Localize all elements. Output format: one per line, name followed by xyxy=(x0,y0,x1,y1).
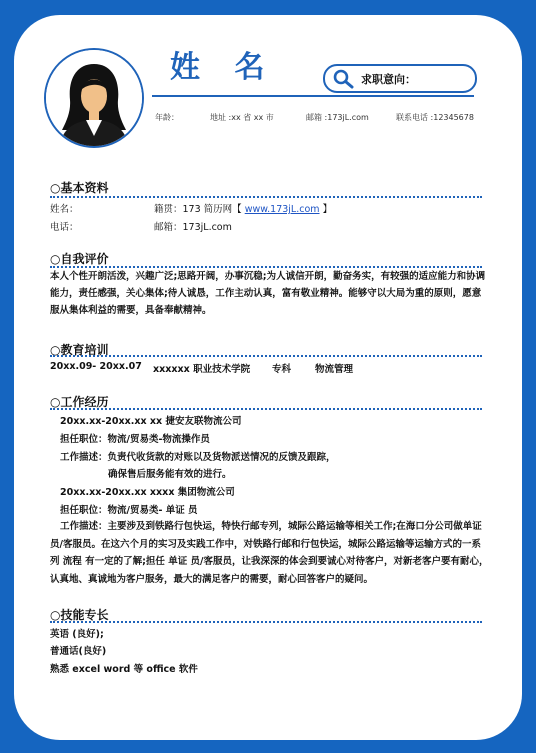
header-divider xyxy=(152,95,474,97)
section-title-work: ○工作经历 xyxy=(50,395,109,409)
native-prefix: 籍贯：173 简历网【 xyxy=(154,204,242,215)
section-title-skills: ○技能专长 xyxy=(50,608,109,622)
self-eval-text: 本人个性开朗活泼，兴趣广泛;思路开阔，办事沉稳;为人诚信开朗，勤奋务实，有较强的适应能力和协调能力，责任感强，关心集体;待人诚恳，工作主动认真，富有敬业精神。能够守以大局为重的原则，愿意服从集体利益的需要，具备奉献精神。 xyxy=(50,271,486,316)
job1-desc-2: 确保售后服务能有效的进行。 xyxy=(108,469,232,480)
skill-item-mandarin: 普通话(良好) xyxy=(50,646,107,657)
phone-info: 联系电话 :12345678 xyxy=(396,113,474,122)
phone-label: 电话： xyxy=(50,222,79,233)
edu-school: xxxxxx 职业技术学院 xyxy=(153,364,251,375)
age-info: 年龄： xyxy=(155,113,179,122)
job1-period-company: 20xx.xx-20xx.xx xx 捷安友联物流公司 xyxy=(60,416,242,427)
job1-desc-1: 工作描述：负责代收货款的对账以及货物派送情况的反馈及跟踪， xyxy=(60,452,336,463)
name-label: 姓名： xyxy=(50,204,79,215)
job2-period-company: 20xx.xx-20xx.xx xxxx 集团物流公司 xyxy=(60,487,235,498)
edu-major: 物流管理 xyxy=(315,364,354,375)
native-suffix: 】 xyxy=(322,204,333,215)
skill-item-office: 熟悉 excel word 等 office 软件 xyxy=(50,664,198,675)
job1-position: 担任职位：物流/贸易类-物流操作员 xyxy=(60,434,210,445)
address-info: 地址 :xx 省 xx 市 xyxy=(210,113,274,122)
section-title-basic: ○基本资料 xyxy=(50,181,109,195)
section-title-education: ○教育培训 xyxy=(50,343,109,357)
email-info: 邮箱 :173jL.com xyxy=(306,113,369,122)
mail-info: 邮箱：173jL.com xyxy=(154,222,232,233)
job2-desc: 工作描述：主要涉及到铁路行包快运，特快行邮专列，城际公路运输等相关工作;在海口分公司做单证员/客服员。在这六个月的实习及实践工作中，对铁路行邮和行包快运，城际公路运输等运输方式的一系列 流程 有一定的了解;担任 单证 员/客服员，让我深深的体会到要诚心对待客户，对新老客户要有耐心，认真地、真诚地为客户服务，最大的满足客户的需要，耐心回答客户的疑问。 xyxy=(50,521,489,585)
name-title: 姓 名 xyxy=(170,50,277,85)
section-rule-basic xyxy=(50,196,482,198)
skill-item-english: 英语 (良好); xyxy=(50,629,104,640)
section-rule-work xyxy=(50,408,482,410)
section-title-self-eval: ○自我评价 xyxy=(50,252,109,266)
job-intention-box[interactable] xyxy=(323,64,477,93)
section-rule-education xyxy=(50,355,482,357)
edu-period: 20xx.09- 20xx.07 xyxy=(50,361,142,372)
native-link[interactable]: www.173jL.com xyxy=(244,204,320,215)
search-icon xyxy=(333,69,355,89)
job2-position: 担任职位：物流/贸易类- 单证 员 xyxy=(60,505,198,516)
person-avatar-icon xyxy=(46,50,142,146)
edu-level: 专科 xyxy=(272,364,292,375)
job-intention-label: 求职意向： xyxy=(361,73,416,86)
native-place xyxy=(154,201,332,215)
section-rule-skills xyxy=(50,621,482,623)
avatar xyxy=(44,48,144,148)
